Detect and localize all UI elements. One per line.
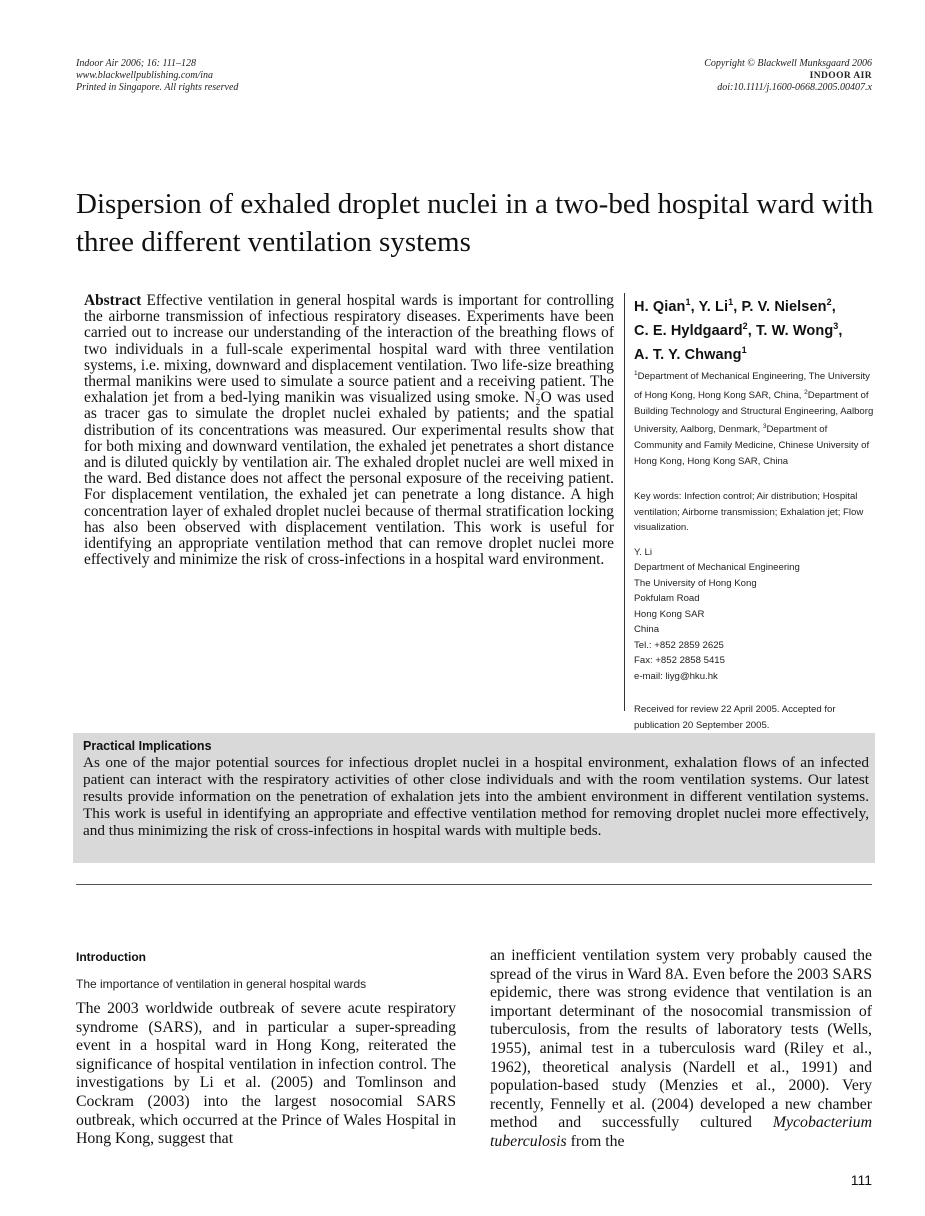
affiliation-text: Department of Community and Family Medicine, Chinese University of Hong Kong, Hong Kong SAR, China	[634, 424, 870, 467]
received-line: Received for review 22 April 2005. Accepted for publication 20 September 2005.	[634, 704, 836, 731]
affiliation-marker: 2	[742, 320, 748, 331]
abstract-text	[84, 293, 614, 568]
subsection-title: The importance of ventilation in general hospital wards	[76, 977, 367, 991]
author-separator: ,	[831, 298, 836, 315]
author-name: H. Qian	[634, 298, 686, 315]
correspondence-address	[634, 545, 874, 685]
body-column-right	[490, 947, 872, 1152]
section-divider	[76, 884, 872, 885]
journal-name: INDOOR AIR	[809, 71, 872, 81]
body-column-left	[76, 950, 456, 1149]
affiliation-marker: 2	[804, 389, 808, 397]
copyright-line: Copyright © Blackwell Munksgaard 2006	[704, 58, 872, 69]
author-list	[634, 293, 874, 364]
affiliation-marker: 1	[634, 370, 638, 378]
correspondence-line: Y. Li	[634, 546, 652, 558]
affiliation-marker: 2	[826, 297, 832, 307]
author-name: , Y. Li	[690, 298, 729, 315]
abstract-label: Abstract	[84, 292, 142, 309]
correspondence-line: Pokfulam Road	[634, 593, 700, 605]
correspondence-line: Department of Mechanical Engineering	[634, 562, 800, 574]
practical-implications-title: Practical Implications	[83, 739, 212, 753]
abstract-block	[76, 293, 625, 711]
correspondence-line: Hong Kong SAR	[634, 608, 705, 620]
running-header-right	[552, 58, 872, 94]
correspondence-email: e-mail: liyg@hku.hk	[634, 670, 718, 682]
running-header-left	[76, 58, 396, 94]
affiliation-text: Department of Mechanical Engineering, The University of Hong Kong, Hong Kong SAR, China,	[634, 371, 870, 402]
author-name: A. T. Y. Chwang	[634, 346, 742, 363]
author-name: C. E. Hyldgaard	[634, 322, 743, 339]
page-number: 111	[850, 1172, 872, 1188]
paper-title: Dispersion of exhaled droplet nuclei in a two-bed hospital ward with three different ventilation systems	[76, 188, 874, 258]
abstract-body: Effective ventilation in general hospital wards is important for controlling the airborne transmission of infectious respiratory diseases. Experiments have been carried out to increase our understanding of the interaction of the breathing flows of two individuals in a full-scale experimental hospital ward with three ventilation systems, i.e. mixing, downward and displacement ventilation. Two life-size breathing thermal manikins were used to simulate a source patient and a receiving patient. The exhalation jet from a bed-lying manikin was visualized using smoke. N₂O was used as tracer gas to simulate the droplet nuclei exhaled by patients; and the spatial distribution of its concentrations was measured. Our experimental results show that for both mixing and downward ventilation, the exhaled jet penetrates a short distance and is diluted quickly by ventilation air. The exhaled droplet nuclei are well mixed in the ward. Bed distance does not affect the personal exposure of the receiving patient. For displacement ventilation, the exhaled jet can penetrate a long distance. A high concentration layer of exhaled droplet nuclei because of thermal stratification locking has also been observed with displacement ventilation. This work is useful for identifying an appropriate ventilation method that can remove droplet nuclei more effectively and minimize the risk of cross-infections in a hospital ward environment.	[84, 292, 614, 569]
body-paragraph: The 2003 worldwide outbreak of severe acute respiratory syndrome (SARS), and in particular a super-spreading event in a hospital ward in Hong Kong, reiterated the significance of hospital ventilation in infection control. The investigations by Li et al. (2005) and Tomlinson and Cockram (2003) into the largest nosocomial SARS outbreak, which occurred at the Prince of Wales Hospital in Hong Kong, suggest that	[76, 1000, 456, 1148]
correspondence-line: Tel.: +852 2859 2625	[634, 639, 724, 651]
author-name: , T. W. Wong	[747, 322, 834, 339]
affiliations	[634, 366, 874, 469]
body-text-run: an inefficient ventilation system very probably caused the spread of the virus in Ward 8A. Even before the 2003 SARS epidemic, there was strong evidence that ventilation is an important determinant of the nosocomial transmission of tuberculosis, from the results of laboratory tests (Wells, 1955), animal test in a tuberculosis ward (Riley et al., 1962), theoretical analysis (Nardell et al., 1991) and population-based study (Menzies et al., 2000). Very recently, Fennelly et al. (2004) developed a new chamber method and successfully cultured	[490, 947, 872, 1132]
citation-line: Indoor Air 2006; 16: 111–128	[76, 58, 196, 69]
affiliation-marker: 1	[685, 297, 691, 307]
section-title: Introduction	[76, 950, 146, 964]
practical-implications-text: As one of the major potential sources for infectious droplet nuclei in a hospital environment, exhalation flows of an infected patient can interact with the respiratory activities of other close individuals and with the room ventilation systems. Our latest results provide information on the penetration of exhalation jets into the ambient environment in different ventilation systems. This work is useful in identifying an appropriate and effective ventilation method for removing droplet nuclei more effectively, and thus minimizing the risk of cross-infections in hospital wards with multiple beds.	[83, 754, 869, 839]
affiliation-marker: 1	[741, 344, 747, 355]
correspondence-line: China	[634, 624, 660, 636]
correspondence-line: Fax: +852 2858 5415	[634, 655, 725, 667]
body-text-run: from the	[566, 1132, 625, 1150]
journal-url: www.blackwellpublishing.com/ina	[76, 70, 214, 81]
author-name: , P. V. Nielsen	[733, 298, 827, 315]
keywords: Key words: Infection control; Air distribution; Hospital ventilation; Airborne transmission; Exhalation jet; Flow visualization.	[634, 491, 864, 534]
affiliation-marker: 1	[728, 297, 734, 307]
species-name: Mycobacterium tuberculosis	[490, 1114, 872, 1150]
affiliation-marker: 3	[762, 423, 767, 431]
affiliation-text: Department of Building Technology and Structural Engineering, Aalborg University, Aalborg, Denmark,	[634, 390, 874, 436]
body-paragraph	[490, 947, 872, 1152]
author-sidebar	[634, 293, 874, 749]
practical-implications-box	[73, 733, 875, 863]
affiliation-marker: 3	[833, 320, 839, 331]
author-separator: ,	[838, 322, 843, 339]
doi-line: doi:10.1111/j.1600-0668.2005.00407.x	[717, 82, 872, 93]
correspondence-line: The University of Hong Kong	[634, 577, 757, 589]
print-notice: Printed in Singapore. All rights reserved	[76, 82, 239, 93]
